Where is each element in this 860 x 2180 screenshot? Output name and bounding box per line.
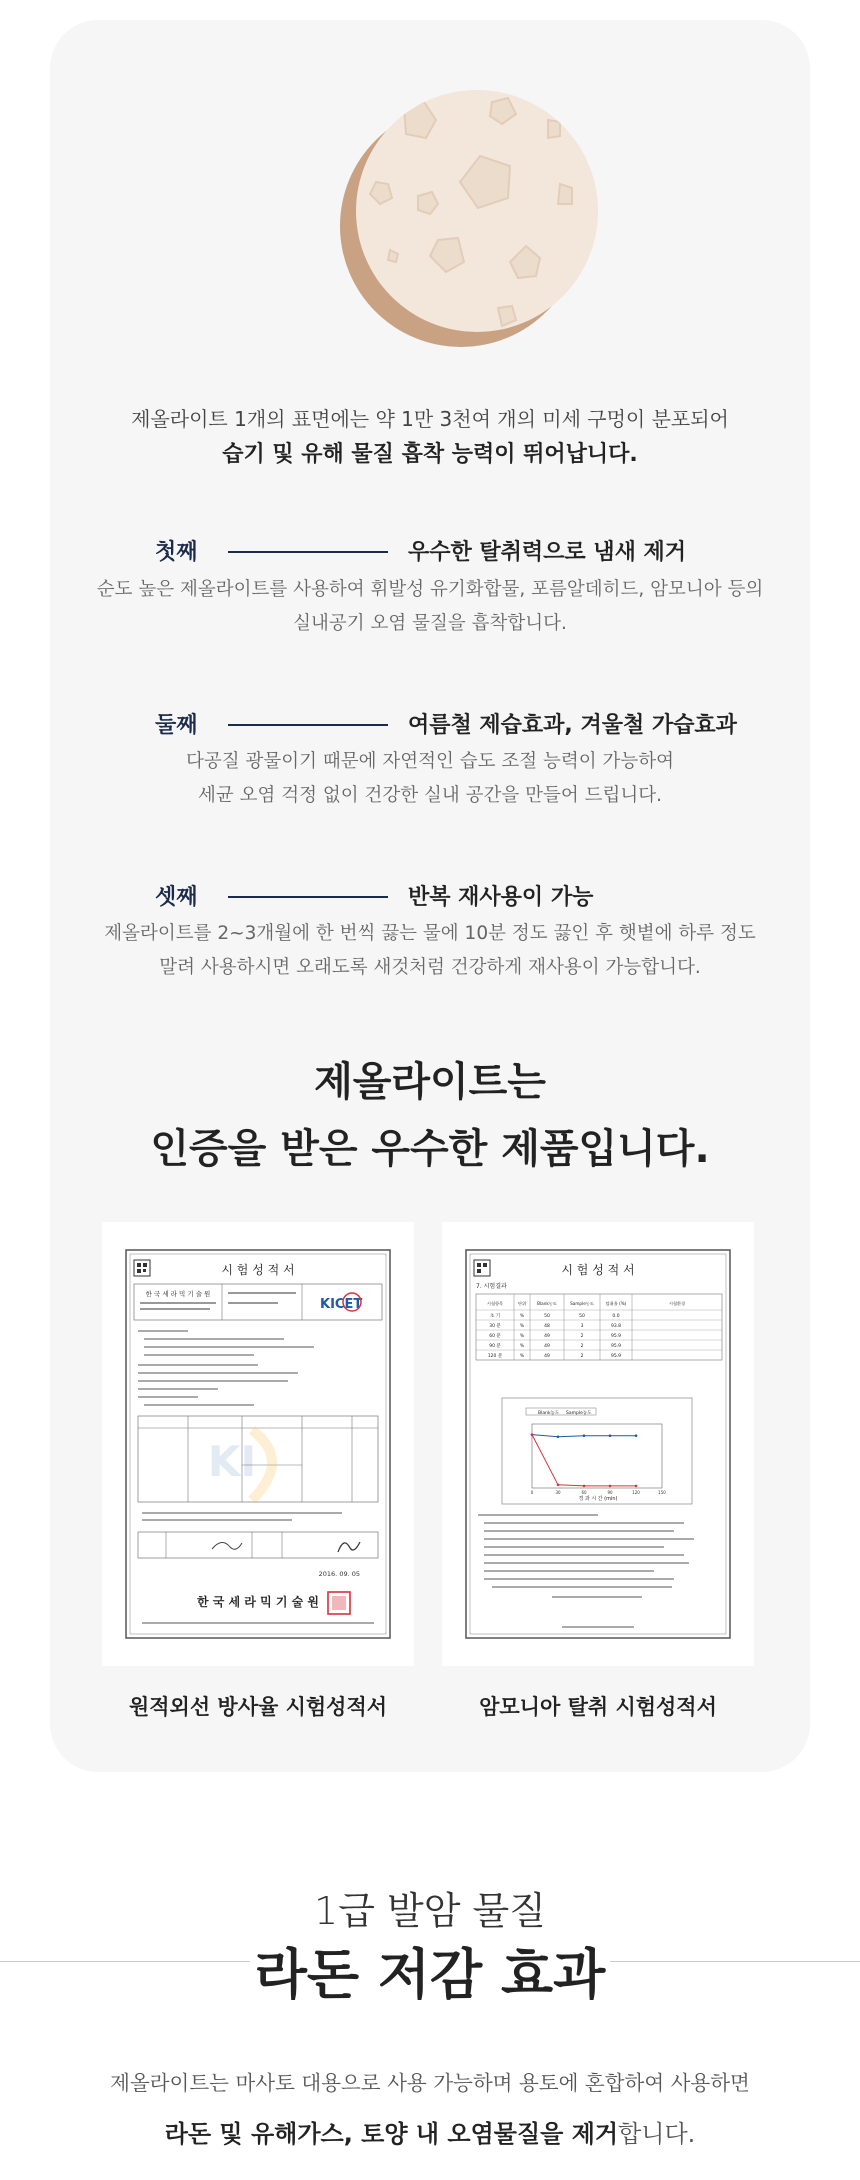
certificate-caption: 암모니아 탈취 시험성적서 bbox=[479, 1695, 717, 1719]
table-cell: 2 bbox=[580, 1334, 584, 1339]
x-tick-label: 0 bbox=[530, 1490, 534, 1495]
sample-series-point bbox=[583, 1485, 586, 1488]
feature-desc-line: 제올라이트를 2~3개월에 한 번씩 끓는 물에 10분 정도 끓인 후 햇볕에 하루 정도 bbox=[104, 923, 756, 944]
certification-subtitle: 인증을 받은 우수한 제품입니다. bbox=[150, 1126, 710, 1172]
qr-code-icon bbox=[134, 1260, 150, 1276]
blank-series-point bbox=[557, 1436, 560, 1439]
x-tick-label: 60 bbox=[581, 1490, 587, 1495]
table-cell: 90 분 bbox=[489, 1344, 501, 1349]
results-section-label: 7. 시험결과 bbox=[476, 1283, 507, 1290]
feature-3-description bbox=[50, 917, 810, 985]
table-cell: 50 bbox=[544, 1314, 550, 1319]
table-cell: 30 분 bbox=[489, 1324, 501, 1329]
feature-desc-line: 순도 높은 제올라이트를 사용하여 휘발성 유기화합물, 포름알데히드, 암모니아 등의 bbox=[96, 579, 764, 600]
intro-headline: 습기 및 유해 물질 흡착 능력이 뛰어납니다. bbox=[222, 442, 638, 467]
certification-title: 제올라이트는 bbox=[314, 1059, 546, 1105]
feature-desc-line: 세균 오염 걱정 없이 건강한 실내 공간을 만들어 드립니다. bbox=[198, 785, 662, 806]
feature-2-header bbox=[0, 708, 860, 742]
table-cell: % bbox=[519, 1344, 525, 1349]
table-header: 탈취율 (%) bbox=[605, 1301, 627, 1306]
feature-title: 여름철 제습효과, 겨울철 가습효과 bbox=[408, 713, 737, 738]
certificate-heading: 시 험 성 적 서 bbox=[561, 1263, 635, 1277]
feature-label: 셋째 bbox=[155, 885, 198, 910]
table-cell: 48 bbox=[544, 1324, 550, 1329]
feature-desc-line: 말려 사용하시면 오래도록 새것처럼 건강하게 재사용이 가능합니다. bbox=[159, 957, 701, 978]
certificate-date: 2016. 09. 05 bbox=[318, 1570, 360, 1578]
feature-divider bbox=[228, 896, 388, 898]
sample-series-point bbox=[635, 1485, 638, 1488]
table-cell: 49 bbox=[544, 1334, 550, 1339]
chart-x-axis-label: 경 과 시 간 (min) bbox=[578, 1496, 618, 1502]
certificate-footer-org: 한 국 세 라 믹 기 술 원 bbox=[197, 1595, 319, 1609]
table-cell: % bbox=[519, 1354, 525, 1359]
table-header: Sample농도 bbox=[570, 1301, 594, 1306]
feature-1-description bbox=[50, 573, 810, 641]
org-name: 한 국 세 라 믹 기 술 원 bbox=[145, 1290, 211, 1298]
intro-line: 제올라이트 1개의 표면에는 약 1만 3천여 개의 미세 구멍이 분포되어 bbox=[131, 407, 729, 431]
x-tick-label: 90 bbox=[607, 1490, 613, 1495]
certificate-1-sheet bbox=[102, 1222, 414, 1666]
table-header: 단위 bbox=[517, 1301, 527, 1306]
feature-title: 반복 재사용이 가능 bbox=[408, 885, 594, 910]
certificate-2-sheet bbox=[442, 1222, 754, 1666]
feature-desc-line: 다공질 광물이기 때문에 자연적인 습도 조절 능력이 가능하여 bbox=[186, 751, 674, 772]
sample-series-point bbox=[531, 1433, 534, 1436]
table-header: 시험환경 bbox=[668, 1301, 686, 1306]
table-cell: 93.8 bbox=[610, 1324, 622, 1329]
blank-series-point bbox=[609, 1434, 612, 1437]
table-cell: 50 bbox=[579, 1314, 585, 1319]
table-cell: 120 분 bbox=[487, 1354, 503, 1359]
sample-series-point bbox=[609, 1485, 612, 1488]
feature-1-header bbox=[0, 535, 860, 569]
radon-subtitle: 1급 발암 물질 bbox=[314, 1889, 546, 1933]
legend-blank: Blank농도 bbox=[538, 1411, 560, 1416]
table-cell: % bbox=[519, 1324, 525, 1329]
table-header: 시험항목 bbox=[486, 1301, 504, 1306]
feature-3-header bbox=[0, 880, 860, 914]
x-tick-label: 150 bbox=[658, 1490, 666, 1495]
table-header: Blank농도 bbox=[537, 1301, 557, 1306]
svg-text:KI: KI bbox=[207, 1437, 257, 1486]
feature-2-description bbox=[50, 745, 810, 813]
table-cell: 0.0 bbox=[612, 1314, 620, 1319]
radon-highlight-tail: 합니다. bbox=[618, 2120, 696, 2148]
certificate-image-infrared bbox=[102, 1222, 414, 1666]
feature-divider bbox=[228, 551, 388, 553]
x-tick-label: 120 bbox=[632, 1490, 640, 1495]
blank-series-point bbox=[635, 1434, 638, 1437]
certificate-image-ammonia bbox=[442, 1222, 754, 1666]
certificate-heading: 시 험 성 적 서 bbox=[221, 1263, 295, 1277]
table-cell: 초 기 bbox=[489, 1314, 501, 1319]
x-tick-label: 30 bbox=[555, 1490, 561, 1495]
radon-highlight-bold: 라돈 및 유해가스, 토양 내 오염물질을 제거 bbox=[164, 2120, 619, 2148]
table-cell: % bbox=[519, 1314, 525, 1319]
radon-description: 제올라이트는 마사토 대용으로 사용 가능하며 용토에 혼합하여 사용하면 bbox=[110, 2071, 750, 2095]
table-cell: 95.9 bbox=[610, 1344, 622, 1349]
certificate-caption: 원적외선 방사율 시험성적서 bbox=[128, 1695, 388, 1719]
sample-series-point bbox=[557, 1484, 560, 1487]
table-cell: 95.9 bbox=[610, 1354, 622, 1359]
radon-title: 라돈 저감 효과 bbox=[254, 1943, 606, 2006]
radon-highlight bbox=[0, 2114, 860, 2149]
qr-code-icon bbox=[474, 1260, 490, 1276]
feature-divider bbox=[228, 724, 388, 726]
table-cell: 2 bbox=[580, 1354, 584, 1359]
zeolite-stone-icon bbox=[340, 86, 598, 348]
table-cell: 49 bbox=[544, 1354, 550, 1359]
feature-label: 둘째 bbox=[155, 713, 198, 738]
table-cell: 49 bbox=[544, 1344, 550, 1349]
svg-text:KICET: KICET bbox=[320, 1297, 363, 1312]
table-cell: 2 bbox=[580, 1344, 584, 1349]
table-cell: 60 분 bbox=[489, 1334, 501, 1339]
feature-desc-line: 실내공기 오염 물질을 흡착합니다. bbox=[293, 613, 567, 634]
blank-series-point bbox=[583, 1434, 586, 1437]
table-cell: % bbox=[519, 1334, 525, 1339]
table-cell: 95.9 bbox=[610, 1334, 622, 1339]
table-cell: 3 bbox=[580, 1324, 584, 1329]
legend-sample: Sample농도 bbox=[566, 1411, 592, 1416]
feature-title: 우수한 탈취력으로 냄새 제거 bbox=[408, 540, 687, 565]
feature-label: 첫째 bbox=[155, 540, 198, 565]
